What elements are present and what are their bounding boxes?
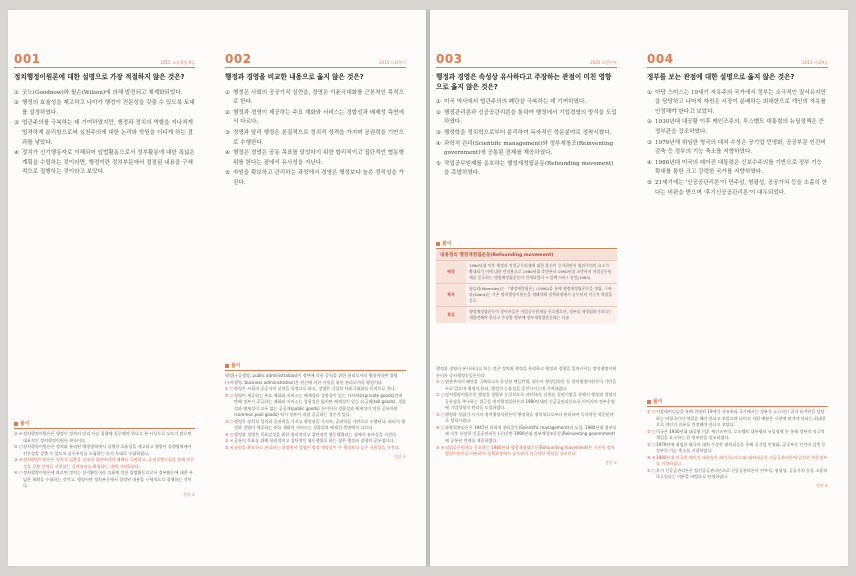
choice-item: ③ 1979년에 취임한 영국의 대처 수상은 공기업 민영화, 공공부문 인건비 감축 등 정부의 기능 축소를 지향하였다. xyxy=(647,139,826,156)
choice-item: ④ 정치가 신기행동자로 이해되어 입법활동으로서 정부활동에 대한 폭넓은 계획을 수립하는 것이라면, 행정이란 정치부문에서 결정된 내용을 구체적으로 집행하는 것이라고 보았다. xyxy=(14,150,195,176)
question-source: 2020 소방인부 xyxy=(590,60,617,65)
choice-item: ② 1930년대 대공황 이후 케인즈주의, 루스벨트 대통령의 뉴딜정책은 큰 정부관을 강조하였다. xyxy=(647,119,824,135)
answer-line: ③ ○ 행정은 정치적 성격과 공권력을 가지고 행정권을 가지며, 공권력을 기반으로 수행된다. 따라서 행정과 경영이 제공하는 주요 재화의 서비스는 경합성과 배제성 측면에서 다르다. xyxy=(225,418,406,431)
summary-table xyxy=(436,250,617,323)
question-title: 정치행정이원론에 대한 설명으로 가장 적절하지 않은 것은? xyxy=(14,73,185,81)
choice-item: ② 행정관리론과 신공공관리론을 통하여 행정에서 기업경영의 방식을 도입하였다. xyxy=(436,109,617,126)
choice-item: ① 굿노(Goodnow)와 윌슨(Wilson)에 의해 발전되고 체계화되었다. xyxy=(14,89,183,96)
question-source: 2013 국회9급 xyxy=(802,60,828,65)
choice-item: ② 행정의 효율성을 제고하고 나아가 행정이 전문성을 갖출 수 있도록 토대를 설정하였다. xyxy=(14,100,195,116)
table-row xyxy=(436,261,617,284)
question-source: 2015 교육행정 9급 xyxy=(160,60,195,65)
answer-line: ⑤ ✕ 자원을 확보하고 관리하는 과정에서 경영은 법적 제약성이 큰 행정보다 높은 자율성을 가진다. xyxy=(225,445,400,451)
choice-list xyxy=(225,89,406,189)
row-header: 특징 xyxy=(436,307,466,324)
answer-line: ② ○ 정치행정이원론은 정치와 분리된 행정영역에서 집행의 효율성을 제고하고 행정이 집행영역에서 전문성을 갖출 수 있도록 실무주의를 드립하는 등의 토대로 수립하였다. xyxy=(14,444,192,456)
question-header xyxy=(225,52,406,68)
row-header: 배경 xyxy=(436,261,466,284)
answer-key: 정답 ⑤ xyxy=(394,453,406,459)
left-page xyxy=(8,10,426,566)
answer-marker-icon xyxy=(647,400,651,404)
choice-item: ④ 1980년대 미국의 레이건 대통령은 신보수주의를 기반으로 정부 기능 확대를 통한 크고 강력한 국가를 지향하였다. xyxy=(647,159,823,176)
question-004 xyxy=(641,52,834,554)
answer-line: ⑤ ✕ 직업공무원제를 옹호하는 1980년대 행정재정립운동(Refounding movement)은 기존의 정치행정이원론을 비판하며 정책과정에서 공무원의 적극적인 역할을 강조한다. xyxy=(436,444,615,457)
answer-explanation xyxy=(14,420,195,498)
choice-item: ③ 경영과 달리 행정은 본질적으로 정치적 성격을 가지며 공권력을 기반으로 수행한다. xyxy=(225,129,404,146)
answer-line: ③ ✕ 정치행정이원론은 정치적 임용을 강조한 엽관주의의 폐해를 극복하고, 공개경쟁시험을 통해 전문성을 갖춘 인력을 선발하는 실적주의를 확립하는 데에 기여하였다. xyxy=(14,457,195,469)
answer-explanation xyxy=(225,362,406,460)
choice-item: ⑤ 21세기에는 '신공공관리론'이 민주성, 형평성, 공공가치 등을 소홀히 한다는 비판을 받으며 '후기신공공관리론'이 대두되었다. xyxy=(647,180,828,196)
answer-line: ④ ○ 과학적관리론은 1947년 과학적 관리운동(Scientific management)의 도입, 1980년대 정부실패 이후 등장한 신공공관리론 (구)기반 1990년대 정부재창조운동(Reinventing government)에 공통된 전제를 제공하였다. xyxy=(436,424,617,444)
choice-item: ④ 행정은 경영은 공동 목표를 달성하기 위한 합리적이고 집단적인 협동행위를 한다는 점에서 유사성을 지닌다. xyxy=(225,150,404,166)
answer-label: 풀이 xyxy=(442,241,452,247)
table-row xyxy=(436,307,617,324)
question-number: 004 xyxy=(647,52,674,66)
choice-item: ③ 행정학을 정치학으로부터 분리하여 독자적인 학문분야로 정착시켰다. xyxy=(436,129,612,136)
question-header xyxy=(436,52,617,68)
question-001 xyxy=(8,52,201,554)
answer-label: 풀이 xyxy=(20,421,30,427)
answer-line: ① ○ 행정은 사회의 공공가치 실현을 목적으로 하고, 경영은 기업의 이윤극대화를 목적으로 한다. xyxy=(225,386,396,392)
table-title: 내용정리 행정재정립운동(Refounding movement) xyxy=(436,250,617,260)
row-header: 학자 xyxy=(436,284,466,307)
question-002 xyxy=(219,52,412,554)
answer-marker-icon xyxy=(14,422,18,426)
row-value: 행정재정립운동이 참여자들은 직업공무원제를 옹호했으며, 정부를 재정립하기보다는 재발견해야 한다고 주장함 정부에 정부재정립운동과는 다름 xyxy=(466,307,617,324)
answer-intro: 행정(+공행정, public administration)이 정부에 의한 공익을 위한 관리로서의 행정이라면 경영(+사행정, business administration)은 민간에 의한 사익을 위한 관리로서의 행정이다. xyxy=(225,373,398,385)
question-header xyxy=(647,52,828,68)
answer-key: 정답 ③ xyxy=(183,491,195,497)
question-003 xyxy=(430,52,623,554)
answer-label: 풀이 xyxy=(231,363,241,369)
choice-item: ① 아담 스미스는 19세기 자유주의 국가에서 정부는 소극적인 질서유지만을 담당하고 나머지 자원은 시장이 분배하는 최대한으로 개인의 자유를 인정해야 한다고 보았다. xyxy=(647,89,826,115)
answer-line: ① ○ 엽관주의의 폐단을 극복하고자 등장한 펜들턴법, 월슨의 행정일원론 등 정치행정이원론이 기반을 두고 있으며 행정의 분리, 행정의 능률성을 증진시키는데 기여하였다. xyxy=(436,379,617,391)
question-title: 행정과 경영을 비교한 내용으로 옳지 않은 것은? xyxy=(225,73,364,81)
question-number: 002 xyxy=(225,52,252,66)
answer-line: ② ○ 정치행정이원론은 행정을 경영과 동질적으로 파악하며, 다원론 결정기법을 통해서 행정과 경영의 공통점을 추구하는 접근을 정치행정일원론과 1980년대의 신공공관리론으로 이어지며 정부운영에 기업경영의 원리를 도입하였다. xyxy=(436,392,617,411)
answer-line: ② ○ 미국은 1930년대 대공황 이후 케인즈주의, 루스벨트 대통령의 뉴딜정책 등 통해 정부의 적극적 개입을 요구하는 큰 정부관을 강조하였다. xyxy=(647,428,825,441)
choice-list xyxy=(14,89,195,178)
choice-item: ② 행정과 경영이 제공하는 주요 재화와 서비스는 경합성과 배제성 측면에서 다르다. xyxy=(225,109,404,126)
answer-line: ③ ○ 행정학 성립기 시기의 정치행정이원론이 행정학을 정치학으로부터 분리하여 독자적인 학문분야로 정착시켰다. xyxy=(436,411,614,424)
answer-line: ② ○ 경영이 제공하는 주요 재화와 서비스는 배제성과 경합성이 있는 사적재화(private goods)인데 반해 정부가 공급하는 재화와 서비스는 경합성은 없지만 배제성이 있는 요금재(toll goods), 경합성과 배제성이 모두 없는 공공재(public goods) 등이어서 경합성과 배제성이 약한 공유자원(common pool goods) 역시 정부가 직접 공급하는 경우가 있다. xyxy=(225,392,406,418)
choice-list xyxy=(436,98,617,179)
right-page xyxy=(430,10,848,566)
choice-item: ① 미국 역사에서 엽관주의의 폐단을 극복하는 데 기여하였다. xyxy=(436,99,587,106)
answer-explanation xyxy=(436,364,617,466)
question-title: 정부를 보는 관점에 대한 설명으로 옳지 않은 것은? xyxy=(647,73,795,81)
answer-line: ⑤ ○ 후기 신공공관리론은 탈신공공관리론으로 신공공관리론이 민주성, 형평성, 공공가치 등을 소홀히 다루었다는 비판을 바탕으로 탄생하였다. xyxy=(647,467,828,480)
answer-line: ③ ○ 1979년에 취임한 영국의 대처 수상은 대처리즘을 통해 공기업 민영화, 공공부문 인건비 감축 등 정부의 기능 축소를 지향하였다. xyxy=(647,441,826,454)
question-source: 2015 사회복지 xyxy=(379,60,406,65)
question-header xyxy=(14,52,195,68)
answer-explanation xyxy=(647,398,828,489)
answer-label: 풀이 xyxy=(653,399,663,405)
choice-item: ④ 과학적 관리(Scientific management)와 정부재창조(Reinventing government)에 공통된 전제를 제공하였다. xyxy=(436,140,614,157)
table-row xyxy=(436,284,617,307)
choice-item: ⑤ 작업공무원제를 옹호하는 행정재정립운동(Refounding movement)을 촉발하였다. xyxy=(436,160,614,177)
choice-list xyxy=(647,89,828,199)
answer-line: ④ ○ 정치행정이원론에 따르면 정치는 선거활동이라 의회에 의한 입법활동으로서 정부활동에 대한 폭넓은 계획을 수립하는 것이고, 행정이란 정치부문에서 결정된 내용을 구체적으로 집행하는 것이다. xyxy=(14,470,193,489)
answer-line: ④ ✕ 1980년대 미국의 레이건 대통령은 레이거노믹스와 대처리즘은 신공공관리론에 입각한 작은정부를 지향하였다. xyxy=(647,454,828,467)
answer-line: ③ ✕ 정치행정이원론은 행정이 정치의 달리 사실 집행에 집중해야 한다고 본 사상으로 오도가 많으면 대표적인 정치행정이원론 학자이다. xyxy=(14,431,192,443)
question-number: 001 xyxy=(14,52,41,66)
answer-key: 정답 ④ xyxy=(816,483,828,489)
row-value: 웜슬리(Wamsley)는 『행정재정립론』(1990)을 통해 행정재정립운동을 정립, 스바라(Svara)는 기존 정치행정이원론을 재해석해 정책과정에서 공무원의 적극적 역할을 옹호 xyxy=(466,284,617,307)
answer-marker-icon xyxy=(225,364,229,368)
choice-item: ⑤ 자원을 확보하고 관리하는 과정에서 경영은 행정보다 높은 경직성을 가진다. xyxy=(225,170,404,187)
answer-key: 정답 ⑤ xyxy=(605,459,617,465)
answer-line: ⑤ ✕ 공통의 목표를 위해 합리적이고 집단적인 협동행위를 하는 점은 행정과 경영의 공통점이다. xyxy=(225,438,395,444)
question-number: 003 xyxy=(436,52,463,66)
answer-header-block xyxy=(436,240,617,249)
choice-item: ① 행정은 사회의 공공가치 실현을, 경영은 이윤극대화를 근본적인 목적으로 한다. xyxy=(225,89,404,106)
question-title: 행정과 경영은 속성상 유사하다고 주장하는 관점이 미친 영향으로 옳지 않은 것은? xyxy=(436,73,612,91)
answer-line: ④ ○ 행정과 경영은 목표달성을 위한 합리적이고 집단적인 협동행위라는 점에서 유사성을 가진다. xyxy=(225,431,398,437)
row-value: 1980년대 이후 행정과 직업공무원제에 대한 불신이 증가하면서 엽관주의의 요소가 확대되기 이에 대한 반작용으로 1980년대 후반부터 1990년대 초반까지 직업공무원제를 옹호하는 행정재정립운동이 전개되었다 → 블랙스버그 선언(1983) xyxy=(466,261,617,284)
answer-line: ① ○ 시장메커니즘을 통해 한정된 19세기 자유주의 국가에서는 정부가 소극적인 질서 유지만을 담당하는 야경국가의 역할을 해야 한다고 보았으며 나머지 자원 배분은 시장에 맡겨야 한다는 최대한으로 개인의 자유를 인정해야 한다고 보았다. xyxy=(647,409,826,428)
answer-intro: 행정과 경영이 유사하다고 보는 것은 정치와 행정을 분리하고 행정과 경영을 일치시키는 정치행정이원론이자 공사행정동일론이다. xyxy=(436,366,617,378)
choice-item: ③ 엽관주의를 극복하는 데 기여하였지만, 행정과 정치의 역할을 지나치게 엄격하게 분리함으로써 실천주의에 대한 논리와 학원을 더디게 하는 결과를 낳았다. xyxy=(14,120,193,146)
answer-marker-icon xyxy=(436,242,440,246)
